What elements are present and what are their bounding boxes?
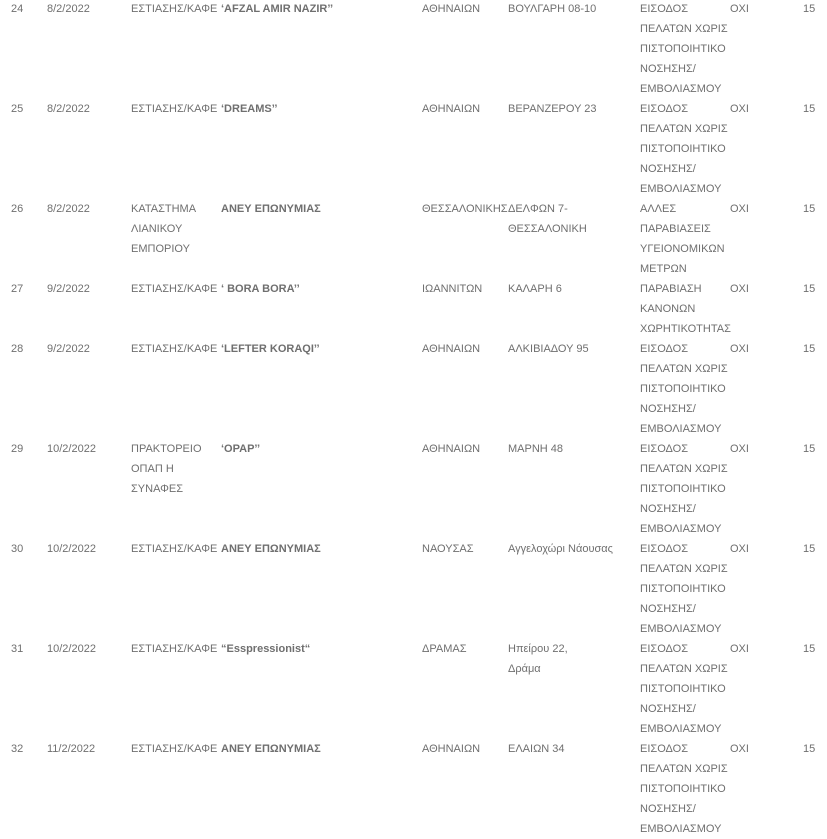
address-cell: [508, 439, 640, 539]
days-cell: 15: [803, 643, 816, 655]
violation-cell-line: ΧΩΡΗΤΙΚΟΤΗΤΑΣ: [640, 323, 731, 335]
table-row: [0, 639, 827, 739]
days-cell: 15: [803, 103, 816, 115]
row-number: 26: [11, 203, 24, 215]
address-cell-line: ΒΟΥΛΓΑΡΗ 08-10: [508, 3, 597, 15]
date-cell: 8/2/2022: [47, 203, 90, 215]
municipality-cell: ΑΘΗΝΑΙΩΝ: [422, 3, 481, 15]
violation-cell-line: ΠΙΣΤΟΠΟΙΗΤΙΚΟ: [640, 43, 726, 55]
address-cell: [508, 0, 640, 99]
date-cell: 9/2/2022: [47, 343, 90, 355]
table-row: [0, 439, 827, 539]
municipality-cell: ΑΘΗΝΑΙΩΝ: [422, 343, 481, 355]
business-type-cell-line: ΕΣΤΙΑΣΗΣ/ΚΑΦΕ: [131, 743, 218, 755]
violation-cell-line: ΕΙΣΟΔΟΣ: [640, 643, 688, 655]
address-cell: [508, 199, 640, 279]
days-cell: 15: [803, 743, 816, 755]
business-type-cell-line: ΕΣΤΙΑΣΗΣ/ΚΑΦΕ: [131, 3, 218, 15]
violation-cell-line: ΠΕΛΑΤΩΝ ΧΩΡΙΣ: [640, 363, 728, 375]
flag-cell: ΟΧΙ: [730, 3, 749, 15]
business-name-cell: ‘DREAMS’’: [221, 103, 278, 115]
table-row: [0, 0, 827, 99]
violation-cell-line: ΠΙΣΤΟΠΟΙΗΤΙΚΟ: [640, 683, 726, 695]
address-cell: [508, 639, 640, 739]
flag-cell: ΟΧΙ: [730, 343, 749, 355]
violation-cell-line: ΝΟΣΗΣΗΣ/: [640, 403, 696, 415]
business-type-cell-line: ΕΣΤΙΑΣΗΣ/ΚΑΦΕ: [131, 343, 218, 355]
violation-cell-line: ΠΙΣΤΟΠΟΙΗΤΙΚΟ: [640, 483, 726, 495]
address-cell-line: ΔΕΛΦΩΝ 7-: [508, 203, 568, 215]
date-cell: 10/2/2022: [47, 443, 96, 455]
business-name-cell: ‘LEFTER KORAQI’’: [221, 343, 320, 355]
days-cell: 15: [803, 3, 816, 15]
date-cell: 8/2/2022: [47, 3, 90, 15]
violation-cell: [640, 739, 730, 839]
violation-cell: [640, 339, 730, 439]
violation-cell-line: ΑΛΛΕΣ: [640, 203, 677, 215]
address-cell: [508, 539, 640, 639]
table-row: [0, 539, 827, 639]
business-type-cell-line: ΕΣΤΙΑΣΗΣ/ΚΑΦΕ: [131, 283, 218, 295]
flag-cell: ΟΧΙ: [730, 203, 749, 215]
address-cell: [508, 99, 640, 199]
violation-cell-line: ΥΓΕΙΟΝΟΜΙΚΩΝ: [640, 243, 725, 255]
violation-cell-line: ΠΕΛΑΤΩΝ ΧΩΡΙΣ: [640, 563, 728, 575]
business-type-cell-line: ΠΡΑΚΤΟΡΕΙΟ: [131, 443, 202, 455]
business-name-cell: ΑΝΕΥ ΕΠΩΝΥΜΙΑΣ: [221, 743, 321, 755]
violation-cell-line: ΠΕΛΑΤΩΝ ΧΩΡΙΣ: [640, 23, 728, 35]
business-type-cell: [131, 339, 221, 439]
business-type-cell: [131, 0, 221, 99]
date-cell: 8/2/2022: [47, 103, 90, 115]
violation-cell-line: ΠΙΣΤΟΠΟΙΗΤΙΚΟ: [640, 383, 726, 395]
violation-cell-line: ΕΜΒΟΛΙΑΣΜΟΥ: [640, 623, 722, 635]
address-cell-line: ΜΑΡΝΗ 48: [508, 443, 564, 455]
violation-cell-line: ΠΕΛΑΤΩΝ ΧΩΡΙΣ: [640, 463, 728, 475]
business-type-cell-line: ΟΠΑΠ Η: [131, 463, 174, 475]
business-type-cell-line: ΣΥΝΑΦΕΣ: [131, 483, 184, 495]
violation-cell-line: ΚΑΝΟΝΩΝ: [640, 303, 696, 315]
row-number: 25: [11, 103, 24, 115]
date-cell: 11/2/2022: [47, 743, 96, 755]
violation-cell: [640, 0, 730, 99]
business-name-cell: ‘AFZAL AMIR NAZIR’’: [221, 3, 334, 15]
business-name-cell: ‘OPAP’’: [221, 443, 261, 455]
days-cell: 15: [803, 203, 816, 215]
table-row: [0, 339, 827, 439]
violation-cell-line: ΝΟΣΗΣΗΣ/: [640, 503, 696, 515]
business-type-cell: [131, 739, 221, 839]
flag-cell: ΟΧΙ: [730, 283, 749, 295]
row-number: 32: [11, 743, 24, 755]
days-cell: 15: [803, 283, 816, 295]
address-cell: [508, 739, 640, 839]
business-name-cell: ΑΝΕΥ ΕΠΩΝΥΜΙΑΣ: [221, 203, 321, 215]
violation-cell-line: ΕΙΣΟΔΟΣ: [640, 443, 688, 455]
municipality-cell: ΘΕΣΣΑΛΟΝΙΚΗΣ: [422, 203, 508, 215]
municipality-cell: ΝΑΟΥΣΑΣ: [422, 543, 474, 555]
address-cell-line: ΕΛΑΙΩΝ 34: [508, 743, 565, 755]
violation-cell-line: ΠΕΛΑΤΩΝ ΧΩΡΙΣ: [640, 663, 728, 675]
table-row: [0, 739, 827, 839]
address-cell-line: Δράμα: [508, 663, 541, 675]
violation-cell: [640, 99, 730, 199]
flag-cell: ΟΧΙ: [730, 103, 749, 115]
table-row: [0, 279, 827, 339]
flag-cell: ΟΧΙ: [730, 543, 749, 555]
violation-cell-line: ΝΟΣΗΣΗΣ/: [640, 163, 696, 175]
address-cell-line: ΘΕΣΣΑΛΟΝΙΚΗ: [508, 223, 587, 235]
address-cell-line: ΑΛΚΙΒΙΑΔΟΥ 95: [508, 343, 589, 355]
violation-cell-line: ΕΜΒΟΛΙΑΣΜΟΥ: [640, 183, 722, 195]
row-number: 28: [11, 343, 24, 355]
row-number: 27: [11, 283, 24, 295]
business-type-cell: [131, 539, 221, 639]
address-cell-line: Αγγελοχώρι Νάουσας: [508, 543, 613, 555]
date-cell: 9/2/2022: [47, 283, 90, 295]
violation-cell-line: ΕΙΣΟΔΟΣ: [640, 543, 688, 555]
business-type-cell: [131, 199, 221, 279]
row-number: 29: [11, 443, 24, 455]
business-type-cell: [131, 639, 221, 739]
violation-cell-line: ΕΜΒΟΛΙΑΣΜΟΥ: [640, 523, 722, 535]
violation-cell-line: ΠΙΣΤΟΠΟΙΗΤΙΚΟ: [640, 783, 726, 795]
violation-cell-line: ΕΙΣΟΔΟΣ: [640, 3, 688, 15]
violation-cell-line: ΕΙΣΟΔΟΣ: [640, 343, 688, 355]
violation-cell-line: ΕΜΒΟΛΙΑΣΜΟΥ: [640, 823, 722, 835]
business-type-cell-line: ΕΜΠΟΡΙΟΥ: [131, 243, 190, 255]
address-cell: [508, 279, 640, 339]
violation-cell-line: ΕΜΒΟΛΙΑΣΜΟΥ: [640, 423, 722, 435]
violation-cell-line: ΕΜΒΟΛΙΑΣΜΟΥ: [640, 83, 722, 95]
violation-cell-line: ΠΙΣΤΟΠΟΙΗΤΙΚΟ: [640, 143, 726, 155]
violation-cell-line: ΝΟΣΗΣΗΣ/: [640, 803, 696, 815]
municipality-cell: ΑΘΗΝΑΙΩΝ: [422, 443, 481, 455]
violation-cell-line: ΜΕΤΡΩΝ: [640, 263, 687, 275]
violation-cell-line: ΕΜΒΟΛΙΑΣΜΟΥ: [640, 723, 722, 735]
business-type-cell: [131, 99, 221, 199]
business-type-cell-line: ΕΣΤΙΑΣΗΣ/ΚΑΦΕ: [131, 103, 218, 115]
violation-cell-line: ΠΕΛΑΤΩΝ ΧΩΡΙΣ: [640, 763, 728, 775]
business-type-cell-line: ΚΑΤΑΣΤΗΜΑ: [131, 203, 197, 215]
violation-cell-line: ΠΙΣΤΟΠΟΙΗΤΙΚΟ: [640, 583, 726, 595]
business-name-cell: “Esspressionist“: [221, 643, 311, 655]
date-cell: 10/2/2022: [47, 643, 96, 655]
violation-cell-line: ΠΑΡΑΒΙΑΣΕΙΣ: [640, 223, 711, 235]
address-cell-line: Ηπείρου 22,: [508, 643, 568, 655]
violation-cell-line: ΠΑΡΑΒΙΑΣΗ: [640, 283, 702, 295]
violation-cell: [640, 279, 730, 339]
business-name-cell: ΑΝΕΥ ΕΠΩΝΥΜΙΑΣ: [221, 543, 321, 555]
municipality-cell: ΔΡΑΜΑΣ: [422, 643, 467, 655]
date-cell: 10/2/2022: [47, 543, 96, 555]
violation-cell-line: ΝΟΣΗΣΗΣ/: [640, 63, 696, 75]
address-cell-line: ΚΑΛΑΡΗ 6: [508, 283, 562, 295]
violation-cell-line: ΕΙΣΟΔΟΣ: [640, 103, 688, 115]
violation-cell-line: ΝΟΣΗΣΗΣ/: [640, 603, 696, 615]
business-type-cell-line: ΕΣΤΙΑΣΗΣ/ΚΑΦΕ: [131, 543, 218, 555]
violation-cell-line: ΠΕΛΑΤΩΝ ΧΩΡΙΣ: [640, 123, 728, 135]
days-cell: 15: [803, 543, 816, 555]
municipality-cell: ΙΩΑΝΝΙΤΩΝ: [422, 283, 483, 295]
table-row: [0, 99, 827, 199]
business-name-cell: ‘ BORA BORA’’: [221, 283, 300, 295]
violation-cell: [640, 639, 730, 739]
flag-cell: ΟΧΙ: [730, 443, 749, 455]
municipality-cell: ΑΘΗΝΑΙΩΝ: [422, 743, 481, 755]
violation-cell: [640, 199, 730, 279]
violation-cell: [640, 439, 730, 539]
days-cell: 15: [803, 343, 816, 355]
row-number: 30: [11, 543, 24, 555]
violation-cell-line: ΝΟΣΗΣΗΣ/: [640, 703, 696, 715]
row-number: 31: [11, 643, 24, 655]
violation-cell: [640, 539, 730, 639]
violation-cell-line: ΕΙΣΟΔΟΣ: [640, 743, 688, 755]
flag-cell: ΟΧΙ: [730, 743, 749, 755]
address-cell-line: ΒΕΡΑΝΖΕΡΟΥ 23: [508, 103, 597, 115]
flag-cell: ΟΧΙ: [730, 643, 749, 655]
address-cell: [508, 339, 640, 439]
business-type-cell: [131, 439, 221, 539]
business-type-cell-line: ΛΙΑΝΙΚΟΥ: [131, 223, 183, 235]
table-row: [0, 199, 827, 279]
business-type-cell: [131, 279, 221, 339]
business-type-cell-line: ΕΣΤΙΑΣΗΣ/ΚΑΦΕ: [131, 643, 218, 655]
municipality-cell: ΑΘΗΝΑΙΩΝ: [422, 103, 481, 115]
days-cell: 15: [803, 443, 816, 455]
row-number: 24: [11, 3, 24, 15]
